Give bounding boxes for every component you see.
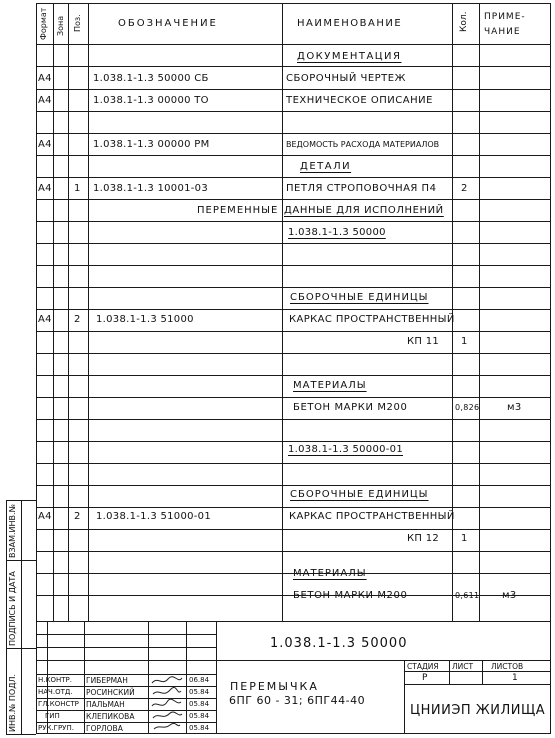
row-line: [36, 507, 551, 508]
row-qty: 0,611: [455, 591, 480, 600]
row-line: [36, 287, 551, 288]
item-mark: 6ПГ 60 - 31; 6ПГ44-40: [229, 694, 366, 707]
tb-line: [36, 647, 216, 648]
row-format: А4: [38, 73, 52, 84]
row-format: А4: [38, 314, 52, 325]
row-name: КП 11: [407, 336, 440, 347]
row-line: [36, 133, 551, 134]
sign-date: 05.84: [189, 724, 210, 732]
tb-col: [216, 621, 217, 734]
section-materials: МАТЕРИАЛЫ: [293, 568, 367, 579]
side-line: [6, 734, 36, 735]
section-assemblies: СБОРОЧНЫЕ ЕДИНИЦЫ: [290, 292, 429, 303]
section-documentation: ДОКУМЕНТАЦИЯ: [297, 51, 402, 62]
sheets-value: 1: [512, 673, 518, 683]
header-format: Формат: [39, 7, 48, 40]
row-format: А4: [38, 95, 52, 106]
row-name: КАРКАС ПРОСТРАНСТВЕННЫЙ: [289, 314, 455, 325]
header-designation: ОБОЗНАЧЕНИЕ: [118, 18, 218, 29]
header-qty: Кол.: [459, 11, 469, 32]
side-inv-podl: ИНВ.№ ПОДЛ.: [8, 673, 17, 732]
frame-top: [36, 3, 551, 4]
row-line: [36, 309, 551, 310]
person-name: ГОРЛОВА: [86, 724, 123, 733]
tb-line: [36, 686, 216, 687]
row-designation: 1.038.1-1.3 10001-03: [93, 183, 209, 194]
person-name: КЛЕПИКОВА: [86, 712, 135, 721]
variable-data-label: ПЕРЕМЕННЫЕ: [197, 205, 279, 216]
row-format: А4: [38, 511, 52, 522]
row-line: [36, 89, 551, 90]
frame-left: [36, 3, 37, 734]
row-designation: 1.038.1-1.3 00000 РМ: [93, 139, 210, 150]
stage-label: СТАДИЯ: [407, 662, 439, 671]
row-name: КАРКАС ПРОСТРАНСТВЕННЫЙ: [289, 511, 455, 522]
role-label: РУК.ГРУП.: [38, 724, 74, 732]
row-note: м3: [507, 402, 522, 413]
sheet-label: ЛИСТ: [452, 662, 474, 671]
tb-col: [482, 660, 483, 684]
row-line: [36, 199, 551, 200]
person-name: ПАЛЬМАН: [86, 700, 125, 709]
row-line: [36, 397, 551, 398]
row-line: [36, 243, 551, 244]
row-line: [36, 111, 551, 112]
role-label: ГЛ.КОНСТР: [38, 700, 79, 708]
sign-date: 05.84: [189, 688, 210, 696]
row-line: [36, 177, 551, 178]
tb-col: [449, 660, 450, 684]
document-code: 1.038.1-1.3 50000: [270, 636, 408, 651]
row-line: [36, 419, 551, 420]
side-col: [21, 500, 22, 734]
row-pos: 2: [74, 314, 81, 325]
row-pos: 2: [74, 511, 81, 522]
side-line: [6, 648, 36, 649]
row-qty: 0,826: [455, 403, 480, 412]
tb-line: [36, 660, 551, 661]
row-line: [36, 155, 551, 156]
frame-right: [550, 3, 551, 734]
side-line: [6, 500, 36, 501]
header-zone: Зона: [56, 15, 65, 36]
sign-date: 06.84: [189, 676, 210, 684]
section-materials: МАТЕРИАЛЫ: [293, 380, 367, 391]
tb-col: [186, 621, 187, 734]
row-line: [36, 265, 551, 266]
row-line: [36, 551, 551, 552]
tb-col: [148, 621, 149, 734]
row-qty: 1: [461, 336, 468, 347]
row-line: [36, 221, 551, 222]
tb-line: [36, 674, 216, 675]
row-note: м3: [502, 590, 517, 601]
row-qty: 1: [461, 533, 468, 544]
header-note: ПРИМЕ- ЧАНИЕ: [484, 12, 526, 37]
role-label: Н.КОНТР.: [38, 676, 72, 684]
row-line: [36, 485, 551, 486]
side-sign-date: ПОДПИСЬ И ДАТА: [8, 571, 17, 646]
variant-code: 1.038.1-1.3 50000-01: [288, 444, 404, 455]
variable-data-caption: ДАННЫЕ ДЛЯ ИСПОЛНЕНИЙ: [284, 205, 444, 216]
tb-line: [36, 722, 216, 723]
side-vzam: ВЗАМ.ИНВ.№: [8, 504, 17, 558]
row-format: А4: [38, 183, 52, 194]
tb-line: [36, 634, 216, 635]
item-name: ПЕРЕМЫЧКА: [230, 680, 319, 693]
side-line: [6, 560, 36, 561]
tb-col: [84, 621, 85, 734]
row-name: СБОРОЧНЫЙ ЧЕРТЕЖ: [286, 73, 406, 84]
row-designation: 1.038.1-1.3 51000-01: [96, 511, 212, 522]
signature-scribble: [150, 674, 184, 732]
stage-value: Р: [422, 673, 428, 683]
tb-line: [404, 684, 551, 685]
variant-code: 1.038.1-1.3 50000: [288, 227, 386, 238]
row-name: ПЕТЛЯ СТРОПОВОЧНАЯ П4: [286, 183, 437, 194]
person-name: ГИБЕРМАН: [86, 676, 128, 685]
header-line: [36, 44, 551, 45]
row-name: БЕТОН МАРКИ М200: [293, 590, 408, 601]
frame-bottom: [36, 733, 551, 734]
role-label: НАЧ.ОТД.: [38, 688, 73, 696]
row-format: А4: [38, 139, 52, 150]
row-line: [36, 353, 551, 354]
row-designation: 1.038.1-1.3 51000: [96, 314, 194, 325]
header-pos: Поз.: [73, 14, 82, 32]
row-line: [36, 441, 551, 442]
row-line: [36, 463, 551, 464]
sheets-label: ЛИСТОВ: [491, 662, 524, 671]
row-line: [36, 66, 551, 67]
row-line: [36, 621, 551, 622]
side-col: [6, 500, 7, 734]
sign-date: 05.84: [189, 712, 210, 720]
tb-line: [36, 698, 216, 699]
person-name: РОСИНСКИЙ: [86, 688, 135, 697]
role-label: ГИП: [45, 712, 60, 720]
row-designation: 1.038.1-1.3 50000 СБ: [93, 73, 209, 84]
row-name: ВЕДОМОСТЬ РАСХОДА МАТЕРИАЛОВ: [286, 140, 440, 149]
section-assemblies: СБОРОЧНЫЕ ЕДИНИЦЫ: [290, 489, 429, 500]
row-name: КП 12: [407, 533, 440, 544]
section-parts: ДЕТАЛИ: [300, 161, 352, 172]
row-line: [36, 529, 551, 530]
row-name: БЕТОН МАРКИ М200: [293, 402, 408, 413]
header-name: НАИМЕНОВАНИЕ: [297, 18, 403, 29]
tb-line: [36, 710, 216, 711]
sign-date: 05.84: [189, 700, 210, 708]
tb-line: [404, 671, 551, 672]
row-designation: 1.038.1-1.3 00000 ТО: [93, 95, 209, 106]
organization: ЦНИИЭП ЖИЛИЩА: [410, 703, 546, 718]
row-line: [36, 331, 551, 332]
row-line: [36, 375, 551, 376]
row-qty: 2: [461, 183, 468, 194]
row-pos: 1: [74, 183, 81, 194]
row-name: ТЕХНИЧЕСКОЕ ОПИСАНИЕ: [286, 95, 433, 106]
